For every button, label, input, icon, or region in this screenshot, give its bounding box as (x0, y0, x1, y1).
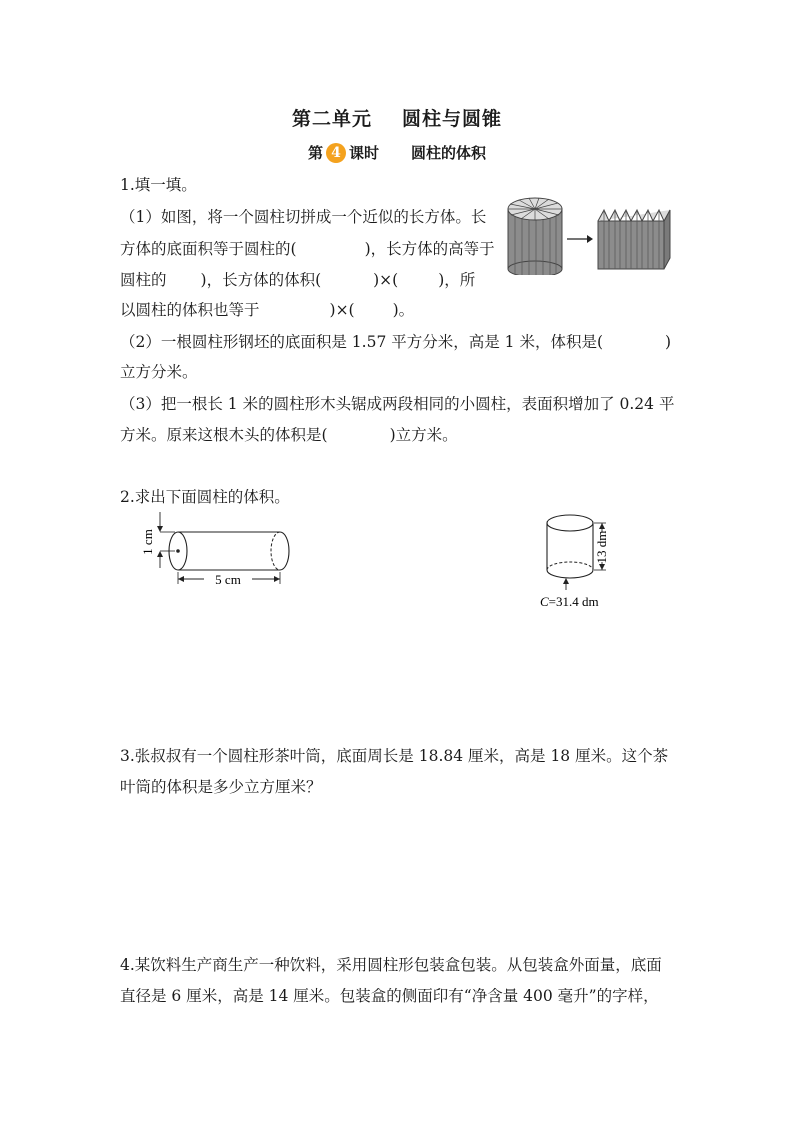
arrow-icon (567, 235, 593, 243)
q1-p1-line3 (120, 270, 475, 290)
approximate-cuboid (598, 210, 670, 269)
unit-title (0, 104, 794, 131)
text-span: 方米。原来这根木头的体积是( (120, 426, 328, 444)
height-label: 13 dm (594, 530, 609, 564)
q1-p2-line2: 立方分米。 (120, 363, 198, 381)
q1-p2-line1 (120, 332, 671, 352)
circumference-label (540, 594, 599, 609)
q2-heading: 2.求出下面圆柱的体积。 (120, 488, 290, 506)
lesson-prefix: 第 (307, 144, 323, 162)
text-span: 以圆柱的体积也等于 (120, 301, 260, 319)
q1-heading: 1.填一填。 (120, 176, 197, 194)
length-label: 5 cm (215, 572, 241, 587)
text-span: )，长方体的高等于 (364, 240, 495, 258)
sliced-cylinder (508, 198, 562, 275)
q1-p1-line1: （1）如图，将一个圆柱切拼成一个近似的长方体。长 (120, 208, 487, 226)
q3-line2: 叶筒的体积是多少立方厘米？ (120, 778, 322, 796)
lesson-suffix: 课时 (348, 144, 379, 162)
center-dot (176, 549, 180, 553)
circumference-variable: C (540, 594, 549, 609)
cylinder-to-cuboid-figure (505, 195, 675, 275)
q1-p3-line2 (120, 425, 458, 445)
q1-p1-line2 (120, 239, 495, 259)
text-span: 方体的底面积等于圆柱的( (120, 240, 297, 258)
unit-label: 第二单元 (291, 108, 372, 130)
lesson-title (0, 142, 794, 163)
q1-p1-line4 (120, 300, 414, 320)
text-span: 圆柱的 (120, 271, 167, 289)
lesson-name: 圆柱的体积 (411, 144, 487, 162)
q1-p3-line1: （3）把一根长 1 米的圆柱形木头锯成两段相同的小圆柱，表面积增加了 0.24 平 (120, 395, 675, 413)
horizontal-cylinder-figure (130, 508, 300, 590)
text-span: （2）一根圆柱形钢坯的底面积是 1.57 平方分米，高是 1 米，体积是( (120, 333, 603, 351)
q4-line1: 4.某饮料生产商生产一种饮料，采用圆柱形包装盒包装。从包装盒外面量，底面 (120, 956, 662, 974)
text-span: )×( (373, 271, 399, 289)
radius-label: 1 cm (140, 529, 155, 555)
top-face (547, 515, 593, 531)
upright-cylinder-figure (530, 508, 650, 612)
lesson-number-badge: 4 (326, 143, 346, 163)
chapter-title: 圆柱与圆锥 (402, 108, 503, 130)
text-span: )立方米。 (389, 426, 458, 444)
q3-line1: 3.张叔叔有一个圆柱形茶叶筒，底面周长是 18.84 厘米，高是 18 厘米。这个茶 (120, 747, 669, 765)
q4-line2: 直径是 6 厘米，高是 14 厘米。包装盒的侧面印有“净含量 400 毫升”的字样， (120, 987, 659, 1005)
circumference-value: =31.4 dm (548, 594, 599, 609)
text-span: )。 (392, 301, 415, 319)
text-span: )，长方体的体积( (200, 271, 322, 289)
text-span: ) (665, 333, 672, 351)
text-span: )×( (329, 301, 355, 319)
text-span: )，所 (438, 271, 476, 289)
